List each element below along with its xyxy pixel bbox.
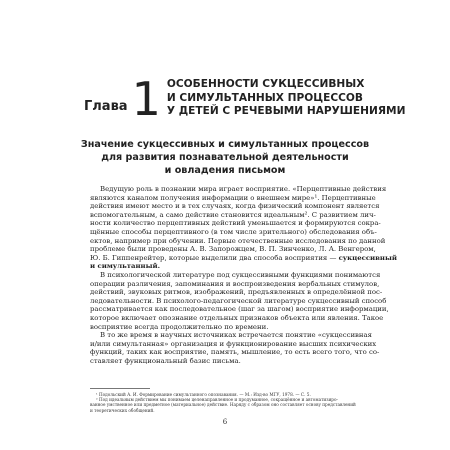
footnotes <box>90 388 366 413</box>
text-line: действия имеют место и в тех случаях, когда физический компонент является <box>90 202 380 211</box>
chapter-heading <box>84 71 406 126</box>
footnote-2-line: и теоретических обобщений. <box>90 407 155 413</box>
text-line: проблеме были проведены А. В. Запорожцем, В. П. Зинченко, Л. А. Венгером, <box>90 245 376 254</box>
text-line: ектов, например при обучении. Первые отечественные исследования по данной <box>90 236 386 245</box>
text-line: ледовательности. В психолого-педагогической литературе сукцессивный способ <box>90 296 387 305</box>
bold-term: сукцессивный <box>338 253 397 262</box>
text-line: функций, таких как восприятие, память, мышление, то есть всего того, что со- <box>90 348 380 357</box>
body-text <box>90 185 397 365</box>
text-line: ности количество перцептивных действий уменьшается и формируются сокра- <box>90 219 381 228</box>
text-line-part: Ю. Б. Гиппенрейтер, которые выделили два способа восприятия — <box>90 253 337 262</box>
footnote-1: ¹ Подольский А. И. Формирование симультанного опознавания. — М.: Изд-во МГУ, 1978. — С. 5. <box>96 392 311 397</box>
text-line: операции различения, запоминания и воспроизведения вербальных стимулов, <box>90 279 380 288</box>
chapter-title-line: ОСОБЕННОСТИ СУКЦЕССИВНЫХ <box>166 78 365 90</box>
section-title-line: для развития познавательной деятельности <box>101 152 349 163</box>
chapter-title-line: И СИМУЛЬТАННЫХ ПРОЦЕССОВ <box>166 91 363 104</box>
footnote-2-line: ² Под идеальным действием мы понимаем целенаправленное и продуманное, сокращённое и автоматизиро- <box>96 397 338 403</box>
text-line: Ведущую роль в познании мира играет восприятие. «Перцептивные действия <box>100 185 387 193</box>
footnote-rule <box>90 388 150 389</box>
section-title-line: и овладения письмом <box>164 165 286 176</box>
text-line: действий, звуковых ритмов, изображений, предъявленных в определённой пос- <box>90 288 383 297</box>
text-line: рассматривается как последовательное (шаг за шагом) восприятие информации, <box>90 305 389 314</box>
paragraph-2 <box>90 270 389 331</box>
text-line: В то же время в научных источниках встречается понятие «сукцессивная <box>100 331 372 340</box>
text-line: и/или симультанная» организация и функционирование высших психических <box>90 339 377 348</box>
text-line: которое включает опознание отдельных признаков объекта или явления. Такое <box>90 313 384 322</box>
text-line: восприятие всегда продолжительно по времени. <box>90 322 269 331</box>
bold-term: и симультанный. <box>90 262 160 271</box>
text-line <box>90 253 397 263</box>
text-line: вспомогательным, а само действие становится идеальным². С развитием лич- <box>90 210 376 219</box>
text-line: щённые способы перцептивного (в том числе зрительного) обследования объ- <box>90 227 377 236</box>
text-line: ставляет функциональный базис письма. <box>90 356 241 365</box>
section-title-line: Значение сукцессивных и симультанных процессов <box>80 139 370 150</box>
chapter-title-line: У ДЕТЕЙ С РЕЧЕВЫМИ НАРУШЕНИЯМИ <box>166 105 406 117</box>
section-heading <box>0 138 450 177</box>
text-line: являются каналом получения информации о внешнем мире»¹. Перцептивные <box>90 193 376 202</box>
page-number: 6 <box>222 418 228 426</box>
chapter-number: 1 <box>131 71 161 126</box>
paragraph-1 <box>90 185 397 271</box>
footnote-2-line: ванное умственное или предметное (материальное) действие. Наряду с образом оно составляет основу представлений <box>90 402 356 408</box>
chapter-word: Глава <box>84 98 128 114</box>
text-line: В психологической литературе под сукцессивными функциями понимаются <box>100 270 381 279</box>
paragraph-3 <box>90 331 380 365</box>
text-line <box>90 262 366 271</box>
chapter-title <box>167 78 406 119</box>
